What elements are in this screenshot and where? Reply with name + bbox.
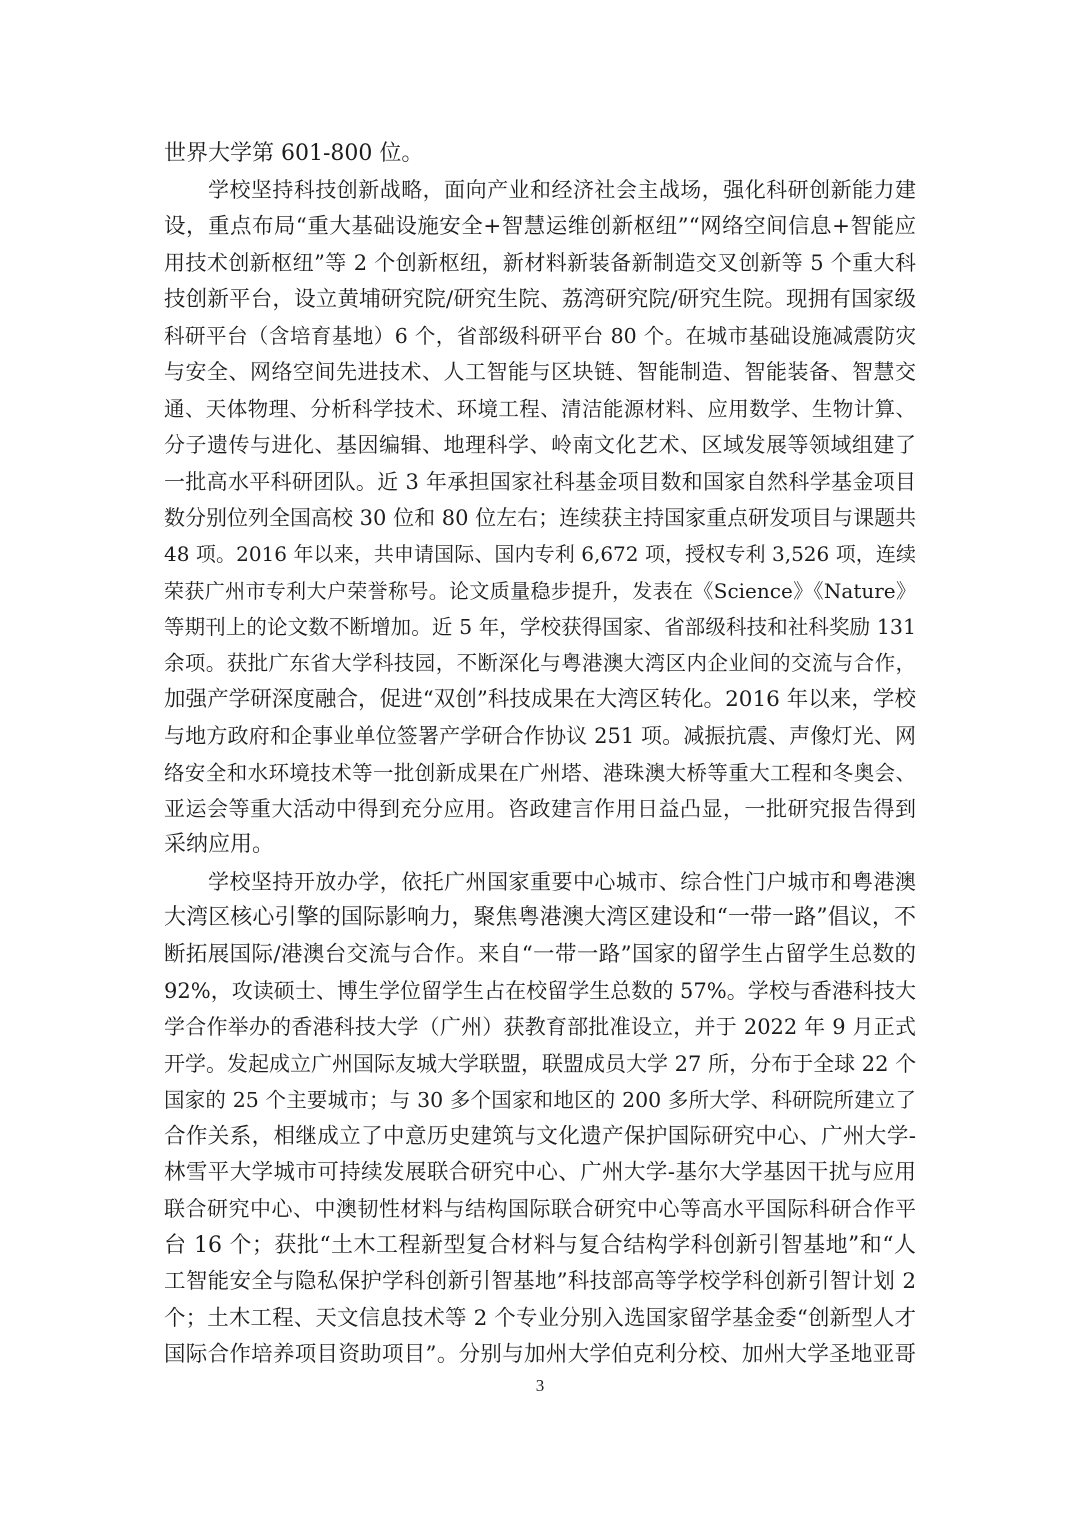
text-line: 学合作举办的香港科技大学（广州）获教育部批准设立，并于 2022 年 9 月正式 [164, 1015, 916, 1040]
text-line: 亚运会等重大活动中得到充分应用。咨政建言作用日益凸显，一批研究报告得到 [164, 797, 916, 822]
text-line: 络安全和水环境技术等一批创新成果在广州塔、港珠澳大桥等重大工程和冬奥会、 [164, 760, 916, 785]
text-line: 科研平台（含培育基地）6 个，省部级科研平台 80 个。在城市基础设施减震防灾 [164, 323, 916, 348]
text-line: 92%，攻读硕士、博生学位留学生占在校留学生总数的 57%。学校与香港科技大 [164, 978, 916, 1003]
text-line: 学校坚持科技创新战略，面向产业和经济社会主战场，强化科研创新能力建 [208, 178, 916, 203]
text-line: 与地方政府和企事业单位签署产学研合作协议 251 项。减振抗震、声像灯光、网 [164, 724, 916, 749]
text-line: 国家的 25 个主要城市；与 30 多个国家和地区的 200 多所大学、科研院所建立了 [164, 1088, 916, 1113]
text-line: 台 16 个；获批“土木工程新型复合材料与复合结构学科创新引智基地”和“人 [164, 1232, 916, 1258]
text-line: 断拓展国际/港澳台交流与合作。来自“一带一路”国家的留学生占留学生总数的 [164, 941, 916, 967]
text-line: 设，重点布局“重大基础设施安全+智慧运维创新枢纽”“网络空间信息+智能应 [164, 213, 916, 239]
text-line: 分子遗传与进化、基因编辑、地理科学、岭南文化艺术、区域发展等领域组建了 [164, 433, 916, 458]
text-line: 荣获广州市专利大户荣誉称号。论文质量稳步提升，发表在《Science》《Nature》 [164, 578, 916, 603]
text-line: 通、天体物理、分析科学技术、环境工程、清洁能源材料、应用数学、生物计算、 [164, 396, 916, 421]
text-line: 等期刊上的论文数不断增加。近 5 年，学校获得国家、省部级科技和社科奖励 131 [164, 615, 916, 640]
text-line: 一批高水平科研团队。近 3 年承担国家社科基金项目数和国家自然科学基金项目 [164, 469, 916, 494]
text-line: 余项。获批广东省大学科技园，不断深化与粤港澳大湾区内企业间的交流与合作， [164, 651, 916, 676]
text-line: 林雪平大学城市可持续发展联合研究中心、广州大学-基尔大学基因干扰与应用 [164, 1159, 916, 1185]
text-line: 国际合作培养项目资助项目”。分别与加州大学伯克利分校、加州大学圣地亚哥 [164, 1341, 916, 1367]
text-line: 数分别位列全国高校 30 位和 80 位左右；连续获主持国家重点研发项目与课题共 [164, 505, 916, 530]
text-line: 技创新平台，设立黄埔研究院/研究生院、荔湾研究院/研究生院。现拥有国家级 [164, 286, 916, 312]
text-line: 大湾区核心引擎的国际影响力，聚焦粤港澳大湾区建设和“一带一路”倡议，不 [164, 905, 916, 931]
text-line: 48 项。2016 年以来，共申请国际、国内专利 6,672 项，授权专利 3,526 项，连续 [164, 542, 916, 567]
text-line: 开学。发起成立广州国际友城大学联盟，联盟成员大学 27 所，分布于全球 22 个 [164, 1051, 916, 1076]
text-line: 联合研究中心、中澳韧性材料与结构国际联合研究中心等高水平国际科研合作平 [164, 1197, 916, 1222]
text-line: 采纳应用。 [164, 832, 275, 858]
text-line: 工智能安全与隐私保护学科创新引智基地”科技部高等学校学科创新引智计划 2 [164, 1269, 916, 1295]
text-line: 个；土木工程、天文信息技术等 2 个专业分别入选国家留学基金委“创新型人才 [164, 1305, 916, 1331]
body-text [164, 136, 916, 1373]
text-line: 合作关系，相继成立了中意历史建筑与文化遗产保护国际研究中心、广州大学- [164, 1123, 916, 1149]
page-number: 3 [535, 1376, 545, 1395]
text-line: 加强产学研深度融合，促进“双创”科技成果在大湾区转化。2016 年以来，学校 [164, 686, 916, 712]
text-line: 世界大学第 601-800 位。 [164, 141, 424, 166]
text-line: 与安全、网络空间先进技术、人工智能与区块链、智能制造、智能装备、智慧交 [164, 360, 916, 385]
text-line: 用技术创新枢纽”等 2 个创新枢纽，新材料新装备新制造交叉创新等 5 个重大科 [164, 251, 916, 276]
text-line: 学校坚持开放办学，依托广州国家重要中心城市、综合性门户城市和粤港澳 [208, 869, 916, 894]
